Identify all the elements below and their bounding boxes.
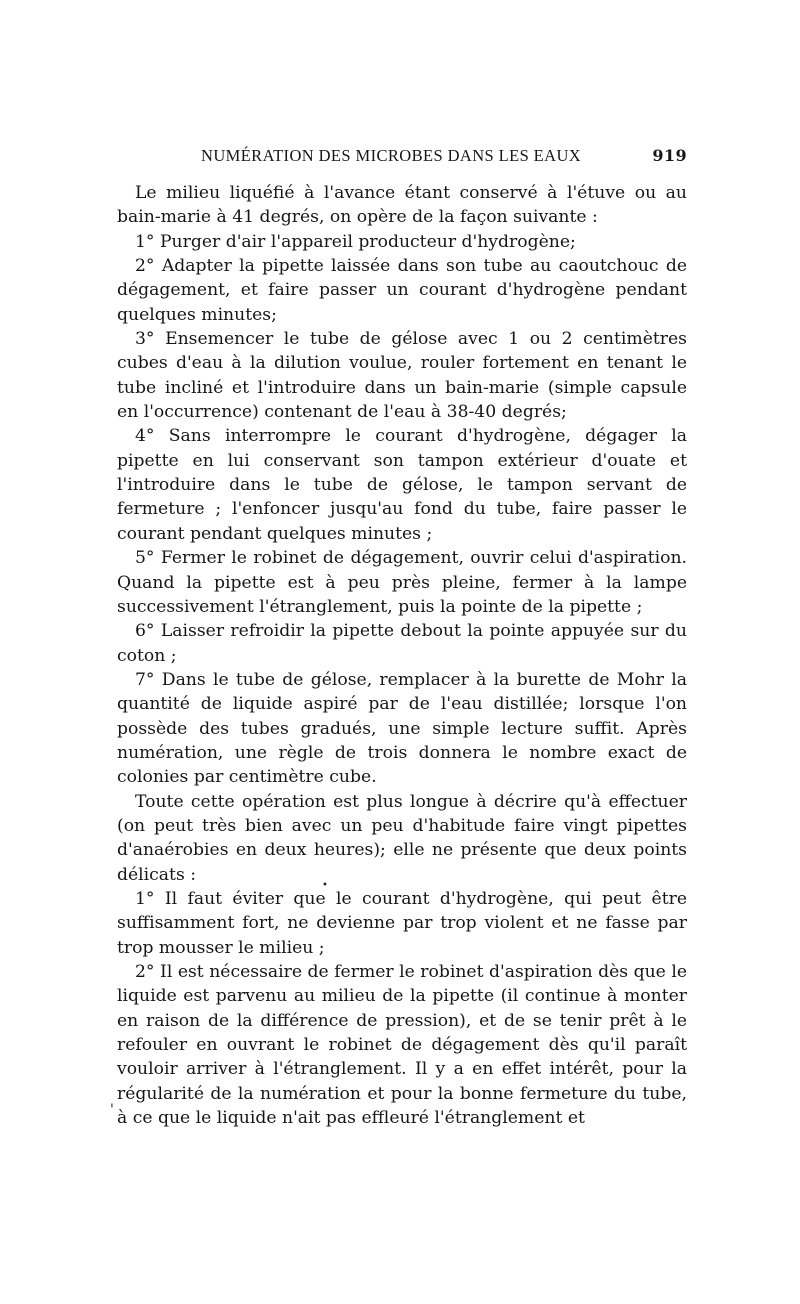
paragraph: Le milieu liquéfié à l'avance étant conservé à l'étuve ou au bain-marie à 41 degrés, on opère de la façon suivante : (117, 183, 687, 228)
list-item: 1° Il faut éviter que le courant d'hydrogène, qui peut être suffisamment fort, ne devienne par trop violent et ne fasse par trop mousser le milieu ; (117, 888, 687, 958)
list-item: 5° Fermer le robinet de dégagement, ouvrir celui d'aspiration. Quand la pipette est à peu près pleine, fermer à la lampe successivement l'étranglement, puis la pointe de la pipette ; (117, 548, 687, 617)
page-number: 919 (652, 146, 687, 165)
margin-ink-mark: ' (110, 1102, 114, 1118)
running-head (117, 146, 687, 168)
list-item: 7° Dans le tube de gélose, remplacer à la burette de Mohr la quantité de liquide aspiré par de l'eau distillée; lorsque l'on possède des tubes gradués, une simple lecture suffit. Après numération, une règle de trois donnera le nombre exact de colonies par centimètre cube. (117, 669, 687, 788)
paragraph: Toute cette opération est plus longue à décrire qu'à effectuer (on peut très bien avec un peu d'habitude faire vingt pipettes d'anaérobies en deux heures); elle ne présente que deux points délicats : (117, 791, 687, 885)
list-item: 4° Sans interrompre le courant d'hydrogène, dégager la pipette en lui conservant son tampon extérieur d'ouate et l'introduire dans le tube de gélose, le tampon servant de fermeture ; l'enfoncer jusqu'au fond du tube, faire passer le courant pendant quelques minutes ; (117, 426, 687, 544)
list-item: 1° Purger d'air l'appareil producteur d'hydrogène; (135, 231, 576, 252)
body-text (117, 181, 687, 1130)
list-item: 6° Laisser refroidir la pipette debout la pointe appuyée sur du coton ; (117, 621, 687, 666)
stray-dot-mark: • (322, 880, 328, 891)
list-item: 2° Il est nécessaire de fermer le robinet d'aspiration dès que le liquide est parvenu au milieu de la pipette (il continue à monter en raison de la différence de pression), et de se tenir prêt à le refouler en ouvrant le robinet de dégagement dès qu'il paraît vouloir arriver à l'étranglement. Il y a en effet intérêt, pour la régularité de la numération et pour la bonne fermeture du tube, à ce que le liquide n'ait pas effleuré l'étranglement et (117, 962, 687, 1129)
list-item: 3° Ensemencer le tube de gélose avec 1 ou 2 centimètres cubes d'eau à la dilution voulue, rouler fortement en tenant le tube incliné et l'introduire dans un bain-marie (simple capsule en l'occurrence) contenant de l'eau à 38-40 degrés; (117, 329, 687, 423)
running-title: NUMÉRATION DES MICROBES DANS LES EAUX (201, 146, 582, 165)
list-item: 2° Adapter la pipette laissée dans son tube au caoutchouc de dégagement, et faire passer un courant d'hydrogène pendant quelques minutes; (117, 256, 687, 325)
